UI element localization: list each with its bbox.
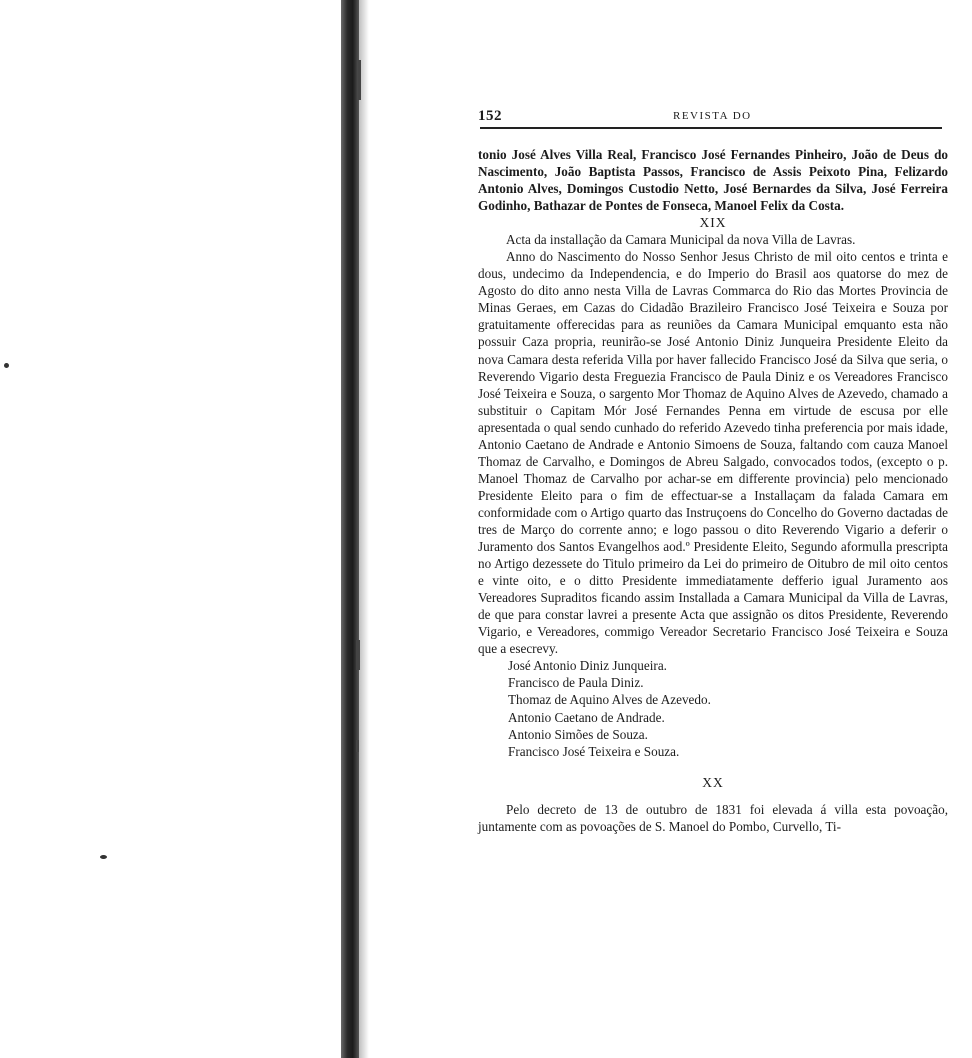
- opening-paragraph: tonio José Alves Villa Real, Francisco José Fernandes Pinheiro, João de Deus do Nascimento, João Baptista Passos, Francisco de Assis Peixoto Pina, Felizardo Antonio Alves, Domingos Custodio Netto, José Bernardes da Silva, José Ferreira Godinho, Bathazar de Pontes de Fonseca, Manoel Felix da Costa.: [478, 147, 948, 214]
- signature-line: José Antonio Diniz Junqueira.: [508, 658, 667, 674]
- signature-line: Antonio Simões de Souza.: [508, 726, 648, 742]
- section-xx-body: Pelo decreto de 13 de outubro de 1831 foi elevada á villa esta povoação, juntamente com as povoações de S. Manoel do Pombo, Curvello, Ti-: [478, 801, 948, 834]
- margin-mark: [358, 60, 361, 100]
- page-header: [478, 108, 942, 128]
- book-gutter: [341, 0, 359, 1058]
- page-body: [478, 146, 948, 835]
- paper-speck: [4, 363, 9, 368]
- section-xix-title: Acta da installação da Camara Municipal da nova Villa de Lavras.: [506, 232, 856, 248]
- running-head: REVISTA DO: [673, 110, 752, 122]
- signature-line: Francisco José Teixeira e Souza.: [508, 743, 680, 759]
- section-heading-xx: XX: [702, 774, 724, 790]
- margin-mark: [356, 640, 360, 670]
- section-heading-xix: XIX: [699, 215, 727, 231]
- page-number: 152: [478, 108, 502, 124]
- signature-line: Francisco de Paula Diniz.: [508, 675, 644, 691]
- signature-line: Thomaz de Aquino Alves de Azevedo.: [508, 692, 711, 708]
- signature-line: Antonio Caetano de Andrade.: [508, 709, 665, 725]
- signature-list: [478, 657, 948, 759]
- section-xix-body: Anno do Nascimento do Nosso Senhor Jesus Christo de mil oito centos e trinta e dous, undecimo da Independencia, e do Imperio do Brasil aos quatorse do mez de Agosto do dito anno nesta Villa de Lavras Commarca do Rio das Mortes Provincia de Minas Geraes, em Cazas do Cidadão Brazileiro Francisco José Teixeira e Souza por gratuitamente offerecidas para as reuniões da Camara Municipal emquanto esta não possuir Caza propria, reunirão-se José Antonio Diniz Junqueira Presidente Eleito da nova Camara desta referida Villa por haver fallecido Francisco José da Silva que seria, o Reverendo Vigario desta Freguezia Francisco de Paula Diniz e os Vereadores Francisco José Teixeira e Souza, o sargento Mor Thomaz de Aquino Alves de Azevedo, chamado a substituir o Capitam Mór José Fernandes Penna em virtude de escusa por elle apresentada o qual sendo cunhado do referido Azevedo tinha preferencia por mais idade, Antonio Caetano de Andrade e Antonio Simoens de Souza, faltando com cauza Manoel Thomaz de Carvalho, e Domingos de Abreu Salgado, convocados todos, (excepto o p. Manoel Thomaz de Carvalho por achar-se em differente provincia) pelo mencionado Presidente Eleito para o fim de effectuar-se a Installaçam da falada Camara em conformidade com o Artigo quarto das Instruçoens do Concelho do Governo dactadas de tres de Março do corrente anno; e logo passou o dito Reverendo Vigario a deferir o Juramento dos Santos Evangelhos aod.º Presidente Eleito, Segundo aformulla prescripta no Artigo dezessete do Titulo primeiro da Lei do primeiro de Oitubro de mil oito centos e vinte oito, e o ditto Presidente immediatamente defferio igual Juramento aos Vereadores Supraditos ficando assim Installada a Camara Municipal da Villa de Lavras, de que para constar lavrei a presente Acta que assignão os ditos Presidente, Reverendo Vigario, e Vereadores, commigo Vereador Secretario Francisco José Teixeira e Souza que a esecrevy.: [478, 249, 948, 657]
- header-rule: [480, 127, 942, 129]
- gutter-shadow: [359, 0, 369, 1058]
- margin-mark: [356, 740, 359, 752]
- paper-speck: [100, 855, 107, 859]
